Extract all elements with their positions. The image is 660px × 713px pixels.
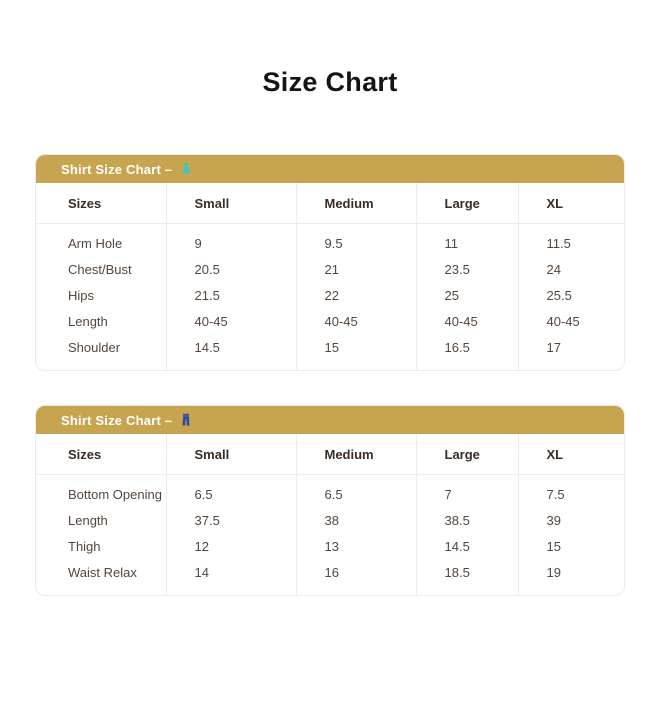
size-value: 19 [546, 564, 561, 580]
size-chart-card [35, 154, 625, 371]
table-row [36, 256, 624, 282]
column-header: Medium [296, 434, 416, 475]
table-row [36, 475, 624, 508]
size-value: 15 [546, 538, 561, 554]
row-label: Chest/Bust [36, 256, 166, 282]
column-header: Small [166, 183, 296, 224]
size-value: 38.5 [416, 507, 518, 533]
column-header: Small [166, 434, 296, 475]
size-value: 13 [296, 533, 416, 559]
column-header-row [36, 434, 624, 475]
row-label: Waist Relax [36, 559, 166, 595]
size-value: 14 [166, 559, 296, 595]
jeans-icon [179, 413, 193, 427]
size-value: 40-45 [296, 308, 416, 334]
size-value: 20.5 [166, 256, 296, 282]
row-label: Arm Hole [36, 224, 166, 257]
table-row [36, 533, 624, 559]
size-value: 38 [296, 507, 416, 533]
column-header: Sizes [36, 183, 166, 224]
row-label: Thigh [36, 533, 166, 559]
column-header: Sizes [36, 434, 166, 475]
size-value: 21 [296, 256, 416, 282]
row-label: Bottom Opening [36, 475, 166, 508]
size-value: 25 [416, 282, 518, 308]
size-value: 25.5 [546, 287, 572, 303]
page-title: Size Chart [262, 67, 398, 97]
column-header: Large [416, 183, 518, 224]
size-value: 14.5 [166, 334, 296, 370]
size-value: 11.5 [546, 235, 571, 251]
size-value: 40-45 [546, 313, 580, 329]
row-label: Hips [36, 282, 166, 308]
size-value: 7.5 [546, 486, 565, 502]
size-table [36, 434, 624, 595]
table-header-band [36, 155, 624, 183]
column-header: XL [518, 434, 624, 475]
table-header-band [36, 406, 624, 434]
size-value: 40-45 [416, 308, 518, 334]
size-value: 37.5 [166, 507, 296, 533]
table-row [36, 334, 624, 370]
column-header-row [36, 183, 624, 224]
size-value: 14.5 [416, 533, 518, 559]
table-band-label: Shirt Size Chart – [61, 161, 173, 177]
size-chart-card [35, 405, 625, 596]
table-row [36, 224, 624, 257]
row-label: Shoulder [36, 334, 166, 370]
size-value: 24 [546, 261, 561, 277]
size-value: 16.5 [416, 334, 518, 370]
size-value: 9.5 [296, 224, 416, 257]
row-label: Length [36, 507, 166, 533]
size-value: 18.5 [416, 559, 518, 595]
row-label: Length [36, 308, 166, 334]
size-value: 6.5 [296, 475, 416, 508]
size-chart-tables [0, 154, 660, 596]
size-value: 16 [296, 559, 416, 595]
size-value: 23.5 [416, 256, 518, 282]
column-header: Medium [296, 183, 416, 224]
size-value: 9 [166, 224, 296, 257]
size-value: 11 [416, 224, 518, 257]
size-table [36, 183, 624, 370]
column-header: Large [416, 434, 518, 475]
size-value: 22 [296, 282, 416, 308]
dress-icon [179, 162, 193, 176]
column-header: XL [518, 183, 624, 224]
size-value: 21.5 [166, 282, 296, 308]
table-row [36, 507, 624, 533]
size-value: 15 [296, 334, 416, 370]
size-value: 39 [546, 512, 561, 528]
size-value: 6.5 [166, 475, 296, 508]
size-value: 40-45 [166, 308, 296, 334]
size-value: 12 [166, 533, 296, 559]
table-row [36, 282, 624, 308]
size-value: 7 [416, 475, 518, 508]
table-row [36, 308, 624, 334]
size-value: 17 [546, 339, 561, 355]
table-row [36, 559, 624, 595]
table-band-label: Shirt Size Chart – [61, 412, 173, 428]
